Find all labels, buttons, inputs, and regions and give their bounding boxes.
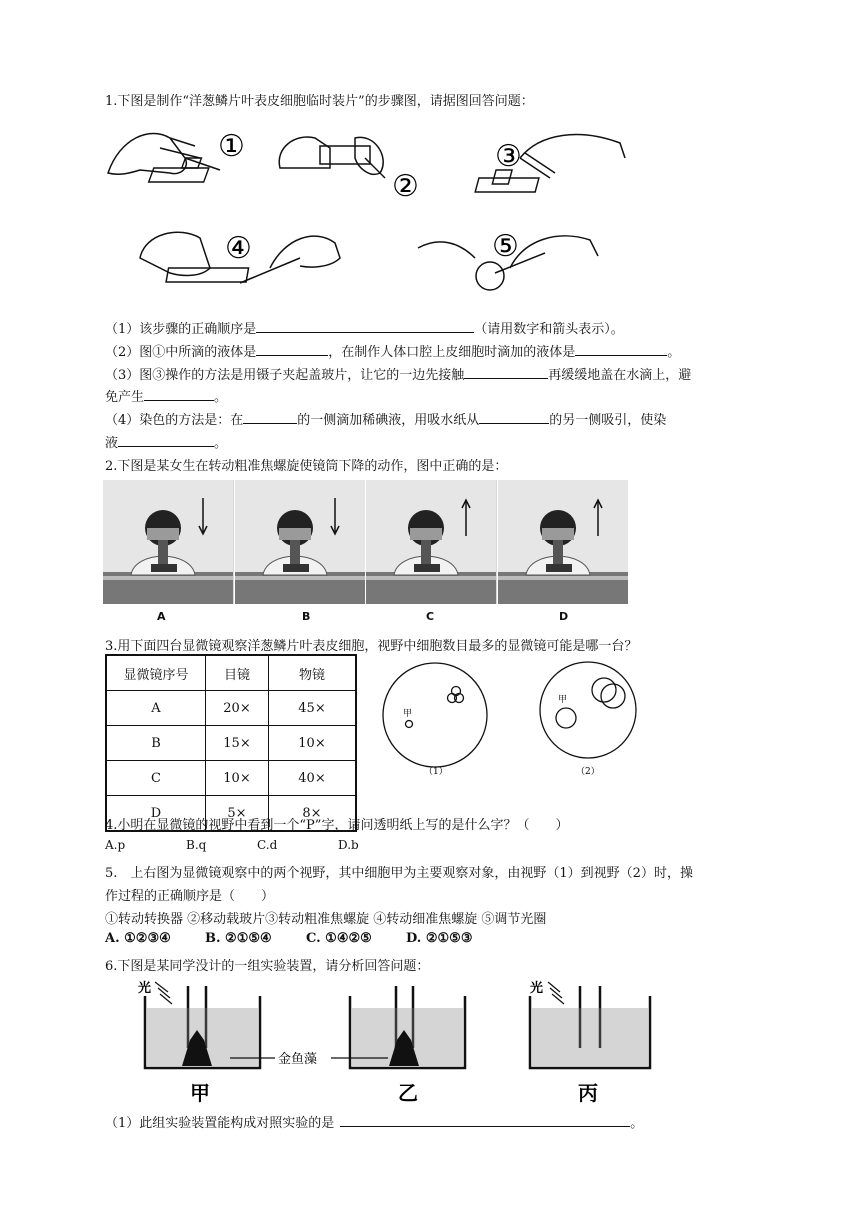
- table-cell: A: [106, 691, 206, 726]
- cell-label-1: 甲: [403, 709, 413, 719]
- view-2-circle: [540, 662, 636, 758]
- microscope-photo-strip: [103, 480, 629, 604]
- table-cell: B: [106, 726, 206, 761]
- light-label-2: 光: [530, 981, 544, 996]
- q5-line2: 作过程的正确顺序是（ ）: [105, 889, 275, 904]
- step-3-label: ③: [495, 139, 522, 174]
- q1-sub3-line2: 免产生 。: [105, 390, 228, 405]
- plant-label: 金鱼藻: [278, 1052, 318, 1067]
- answer-blank[interactable]: [118, 434, 214, 447]
- microscope-photo: [235, 480, 366, 604]
- q5-line1: 5. 上右图为显微镜观察中的两个视野，其中细胞甲为主要观察对象，由视野（1）到视野（2）时，操: [105, 866, 693, 881]
- table-cell: 10×: [206, 761, 269, 796]
- q3-title: 3.用下面四台显微镜观察洋葱鳞片叶表皮细胞，视野中细胞数目最多的显微镜可能是哪一台？: [105, 639, 638, 654]
- table-header: 目镜: [206, 655, 269, 691]
- photo-label-a: A: [157, 610, 166, 623]
- q1-sub1: （1）该步骤的正确顺序是 （请用数字和箭头表示）。: [105, 322, 624, 337]
- microscope-views-figure: [380, 660, 660, 780]
- step-5-label: ⑤: [492, 229, 519, 264]
- experiment-apparatus-figure: [130, 978, 670, 1110]
- answer-blank[interactable]: [256, 343, 328, 356]
- light-label-1: 光: [138, 981, 152, 996]
- table-row: [106, 761, 356, 796]
- q5-option-a[interactable]: A. ①②③④: [105, 931, 171, 946]
- table-row: [106, 691, 356, 726]
- slide-preparation-steps-figure: [100, 118, 640, 308]
- beaker-label-bing: 丙: [578, 1081, 598, 1105]
- q2-title: 2.下图是某女生在转动粗准焦螺旋使镜筒下降的动作，图中正确的是：: [105, 459, 508, 474]
- q6-sub1: （1）此组实验装置能构成对照实验的是 。: [105, 1116, 644, 1131]
- step-4-label: ④: [225, 231, 252, 266]
- microscope-table: [105, 654, 357, 832]
- table-header-row: [106, 655, 356, 691]
- step-2-label: ②: [392, 169, 419, 204]
- microscope-photo: [366, 480, 497, 604]
- answer-blank[interactable]: [340, 1114, 630, 1127]
- table-header: 物镜: [269, 655, 357, 691]
- table-cell: 40×: [269, 761, 357, 796]
- view-1-label: （1）: [424, 767, 448, 777]
- q1-sub4-line2: 液 。: [105, 436, 228, 451]
- answer-blank[interactable]: [464, 366, 548, 379]
- cell-label-2: 甲: [558, 695, 568, 705]
- q5-line3: ①转动转换器 ②移动载玻片③转动粗准焦螺旋 ④转动细准焦螺旋 ⑤调节光圈: [105, 912, 547, 927]
- table-cell: 8×: [269, 796, 357, 832]
- table-cell: 20×: [206, 691, 269, 726]
- photo-label-c: C: [426, 610, 435, 623]
- microscope-photo: [103, 480, 234, 604]
- photo-label-d: D: [559, 610, 569, 623]
- q5-option-b[interactable]: B. ②①⑤④: [205, 931, 272, 946]
- q5-option-d[interactable]: D. ②①⑤③: [406, 931, 473, 946]
- beaker-label-yi: 乙: [398, 1081, 418, 1105]
- microscope-photo: [498, 480, 629, 604]
- q4-option-a[interactable]: A.p: [105, 838, 126, 852]
- beaker-label-jia: 甲: [190, 1081, 210, 1105]
- table-cell: 45×: [269, 691, 357, 726]
- q1-sub4-line1: （4）染色的方法是：在 的一侧滴加稀碘液，用吸水纸从 的另一侧吸引，使染: [105, 413, 667, 428]
- table-cell: D: [106, 796, 206, 832]
- q6-title: 6.下图是某同学没计的一组实验装置，请分析回答问题：: [105, 959, 430, 974]
- photo-label-b: B: [302, 610, 311, 623]
- q1-sub3-line1: （3）图③操作的方法是用镊子夹起盖玻片，让它的一边先接触 再缓缓地盖在水滴上，避: [105, 368, 692, 383]
- answer-blank[interactable]: [144, 388, 214, 401]
- answer-blank[interactable]: [479, 411, 549, 424]
- view-2-label: （2）: [576, 767, 600, 777]
- q1-title: 1.下图是制作“洋葱鳞片叶表皮细胞临时装片”的步骤图，请据图回答问题：: [105, 94, 534, 109]
- view-1-circle: [383, 663, 487, 767]
- table-cell: 15×: [206, 726, 269, 761]
- answer-blank[interactable]: [575, 343, 667, 356]
- answer-blank[interactable]: [243, 411, 297, 424]
- q4-option-c[interactable]: C.d: [257, 838, 278, 852]
- table-row: [106, 726, 356, 761]
- table-cell: C: [106, 761, 206, 796]
- q5-option-c[interactable]: C. ①④②⑤: [306, 931, 372, 946]
- q4-option-b[interactable]: B.q: [186, 838, 207, 852]
- q4-title: 4.小明在显微镜的视野中看到一个“P”字，请问透明纸上写的是什么字？（ ）: [105, 818, 569, 833]
- q1-sub2: （2）图①中所滴的液体是 ，在制作人体口腔上皮细胞时滴加的液体是 。: [105, 345, 681, 360]
- step-1-label: ①: [218, 129, 245, 164]
- q4-option-d[interactable]: D.b: [338, 838, 359, 852]
- table-cell: 5×: [206, 796, 269, 832]
- table-cell: 10×: [269, 726, 357, 761]
- table-header: 显微镜序号: [106, 655, 206, 691]
- answer-blank[interactable]: [256, 320, 474, 333]
